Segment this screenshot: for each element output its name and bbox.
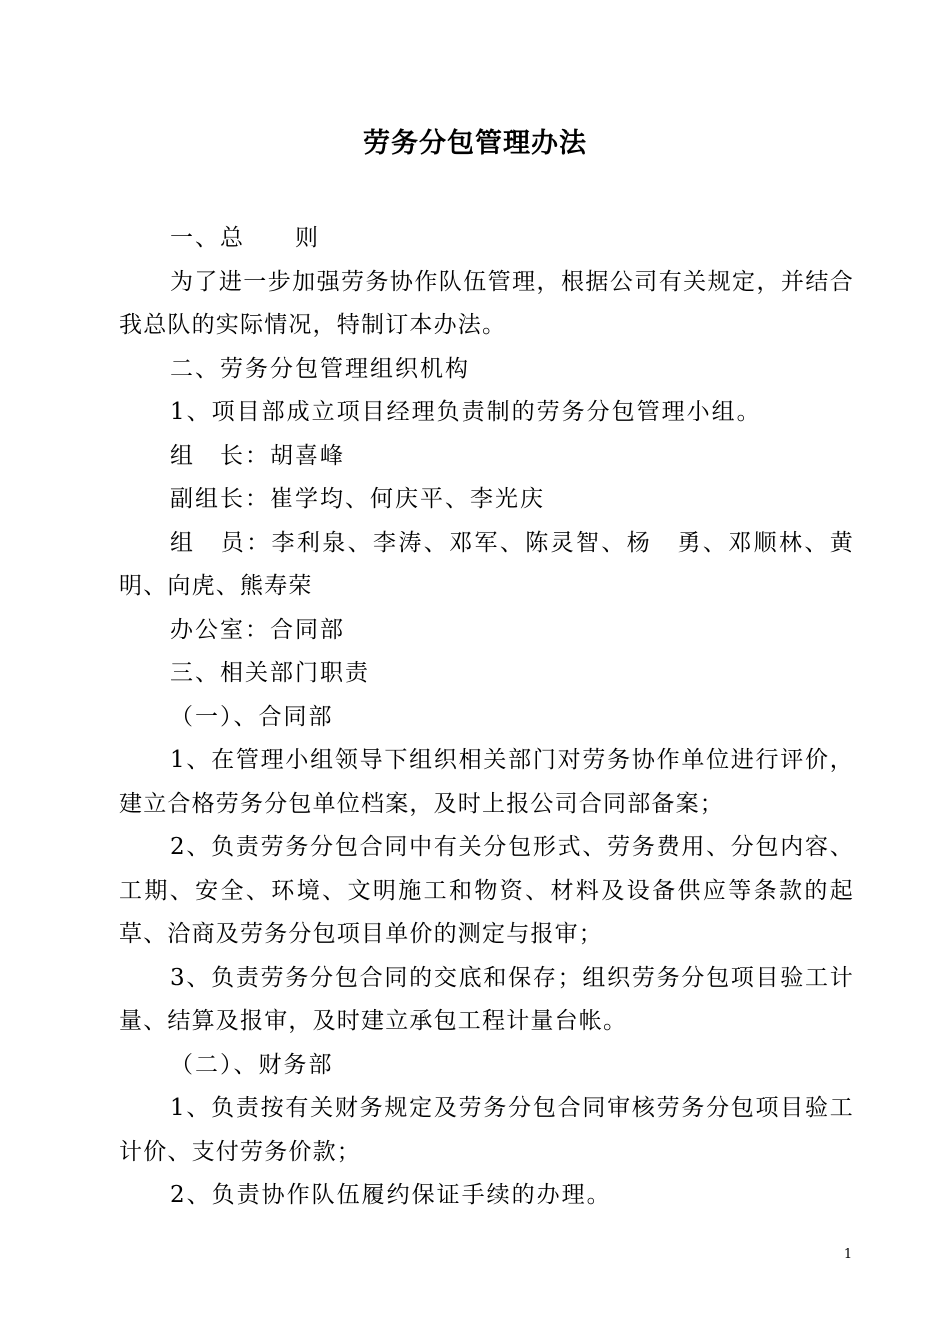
subsection-heading-contract-department: （一）、合同部 [170,703,334,730]
paragraph-purpose: 为了进一步加强劳务协作队伍管理，根据公司有关规定，并结合我总队的实际情况，特制订本办法。 [119,268,854,338]
office-line: 办公室：合同部 [170,616,345,643]
subsection-heading-finance-department: （二）、财务部 [170,1051,334,1078]
group-leader-line: 组 长：胡喜峰 [170,442,345,469]
document-body [119,217,879,1218]
members-line: 组 员：李利泉、李涛、邓军、陈灵智、杨 勇、邓顺林、黄 明、向虎、熊寿荣 [119,529,879,599]
page-number: 1 [843,1247,853,1262]
contract-duty-1: 1、在管理小组领导下组织相关部门对劳务协作单位进行评价，建立合格劳务分包单位档案，及时上报公司合同部备案； [119,747,854,817]
section-heading-general: 一、总 则 [170,225,320,251]
paragraph-management-group: 1、项目部成立项目经理负责制的劳务分包管理小组。 [170,399,762,425]
deputy-leaders-line: 副组长：崔学均、何庆平、李光庆 [170,486,545,512]
section-heading-responsibilities: 三、相关部门职责 [170,660,370,686]
document-title: 劳务分包管理办法 [363,128,587,159]
section-heading-organization: 二、劳务分包管理组织机构 [170,355,470,382]
contract-duty-3: 3、负责劳务分包合同的交底和保存；组织劳务分包项目验工计量、结算及报审，及时建立承包工程计量台帐。 [119,964,854,1034]
finance-duty-1: 1、负责按有关财务规定及劳务分包合同审核劳务分包项目验工计价、支付劳务价款； [119,1095,854,1165]
finance-duty-2: 2、负责协作队伍履约保证手续的办理。 [170,1182,612,1208]
contract-duty-2: 2、负责劳务分包合同中有关分包形式、劳务费用、分包内容、工期、安全、环境、文明施工和物资、材料及设备供应等条款的起草、洽商及劳务分包项目单价的测定与报审； [119,834,854,947]
